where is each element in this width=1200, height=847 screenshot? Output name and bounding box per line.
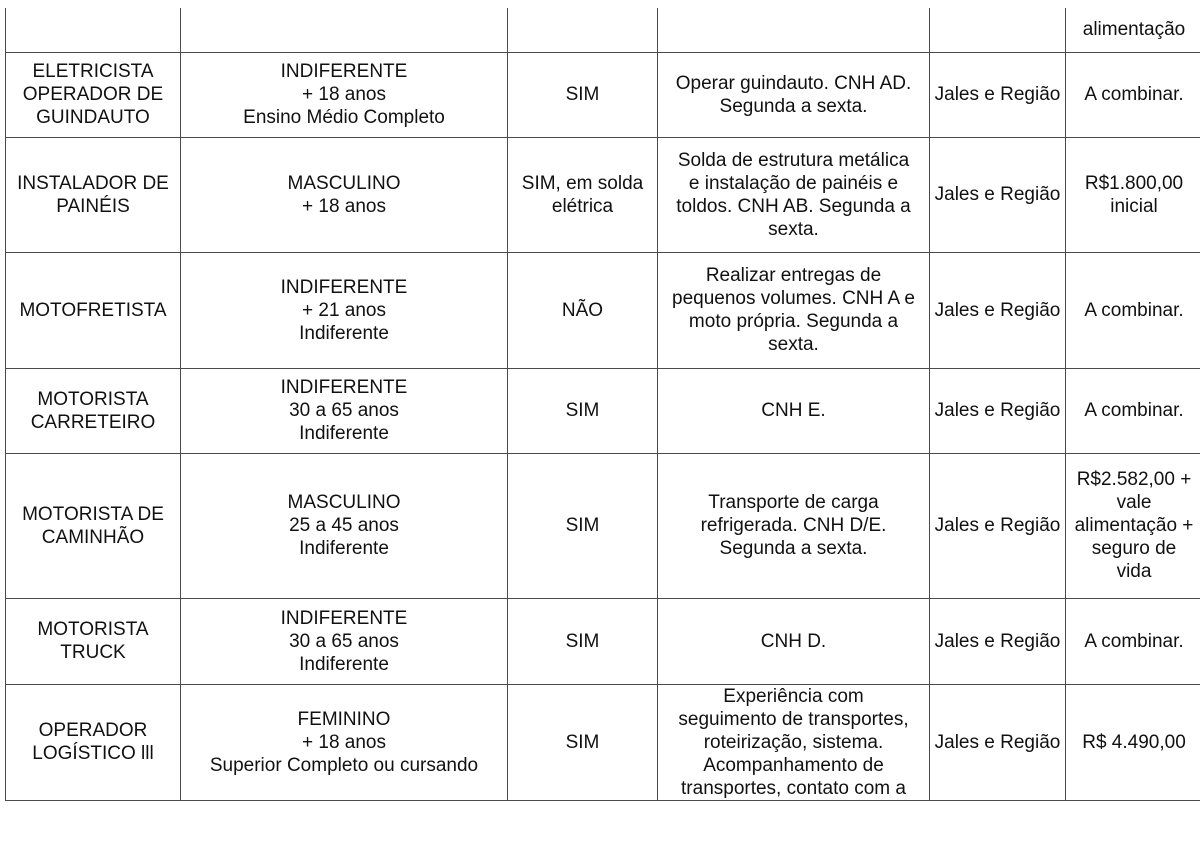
cell-text-line: R$ 4.490,00 (1082, 731, 1186, 753)
cell-text-line: roteirização, sistema. (703, 731, 884, 753)
salary-cell (1066, 368, 1200, 453)
experience-cell (508, 368, 658, 453)
cell-text-line: INDIFERENTE (280, 276, 408, 298)
cell-text-line: CNH E. (761, 400, 826, 421)
cell-text-line: sexta. (768, 334, 819, 355)
profile-cell (181, 137, 508, 252)
cell-text-line: Acompanhamento de (703, 754, 884, 776)
cell-text-line: Jales e Região (934, 731, 1061, 753)
cell-text-line: MOTORISTA DE (22, 503, 164, 525)
salary-cell (1066, 453, 1200, 598)
location-cell (930, 684, 1066, 800)
cell-text-line: A combinar. (1084, 84, 1184, 105)
description-cell (658, 368, 930, 453)
job-title-cell (6, 252, 181, 368)
cell-text-line: vale (1116, 492, 1152, 513)
cell-text-line: pequenos volumes. CNH A e (672, 288, 915, 309)
cell-text-line: Jales e Região (934, 400, 1061, 421)
cell-text-line: A combinar. (1084, 400, 1184, 421)
cell-text-line: Segunda a sexta. (719, 538, 868, 559)
profile-cell (181, 8, 508, 52)
cell-text-line: + 18 anos (302, 731, 386, 753)
salary-cell (1066, 137, 1200, 252)
cell-text-line: TRUCK (60, 642, 126, 663)
description-cell (658, 137, 930, 252)
cell-text-line: GUINDAUTO (36, 107, 150, 128)
cell-text-line: FEMININO (297, 708, 391, 730)
cell-text-line: Jales e Região (934, 84, 1061, 105)
cell-text-line: 25 a 45 anos (289, 515, 399, 536)
experience-cell (508, 137, 658, 252)
cell-text-line: R$1.800,00 (1084, 172, 1184, 194)
cell-text-line: SIM (565, 630, 600, 652)
description-cell (658, 684, 930, 800)
job-title-cell (6, 368, 181, 453)
salary-cell (1066, 52, 1200, 137)
cell-text-line: Segunda a sexta. (719, 95, 868, 117)
experience-cell (508, 453, 658, 598)
cell-text-line: Operar guindauto. CNH AD. (675, 72, 912, 94)
cell-text-line: OPERADOR DE (22, 84, 164, 105)
table-body (6, 8, 1200, 800)
experience-cell (508, 684, 658, 800)
cell-text-line: SIM (565, 515, 600, 536)
cell-text-line: CNH D. (760, 630, 827, 652)
cell-text-line: Indiferente (299, 653, 389, 675)
cell-text-line: Realizar entregas de (705, 265, 882, 286)
description-cell (658, 252, 930, 368)
cell-text-line: INDIFERENTE (280, 61, 408, 82)
cell-text-line: MOTOFRETISTA (19, 299, 167, 321)
table-row (6, 137, 1200, 252)
experience-cell (508, 252, 658, 368)
cell-text-line: Ensino Médio Completo (243, 107, 445, 128)
cell-text-line: SIM (565, 400, 600, 421)
cell-text-line: Solda de estrutura metálica (677, 149, 910, 171)
cell-text-line: MASCULINO (287, 492, 401, 513)
description-cell (658, 453, 930, 598)
cell-text-line: Transporte de carga (708, 492, 879, 513)
profile-cell (181, 598, 508, 684)
job-title-cell (6, 52, 181, 137)
profile-cell (181, 52, 508, 137)
experience-cell (508, 598, 658, 684)
cell-text-line: inicial (1110, 195, 1158, 217)
cell-text-line: elétrica (551, 195, 614, 217)
experience-cell (508, 8, 658, 52)
cell-text-line: 30 a 65 anos (289, 630, 399, 652)
cell-text-line: SIM, em solda (521, 172, 644, 194)
cell-text-line: MOTORISTA (37, 619, 149, 640)
cell-text-line: sexta. (768, 218, 819, 240)
job-title-cell (6, 684, 181, 800)
profile-cell (181, 252, 508, 368)
cell-text-line: A combinar. (1084, 299, 1184, 321)
location-cell (930, 8, 1066, 52)
location-cell (930, 52, 1066, 137)
cell-text-line: + 21 anos (302, 299, 386, 321)
table-row (6, 52, 1200, 137)
table-row (6, 453, 1200, 598)
experience-cell (508, 52, 658, 137)
cell-text-line: toldos. CNH AB. Segunda a (676, 195, 911, 217)
description-cell (658, 598, 930, 684)
job-openings-table (5, 8, 1200, 801)
cell-text-line: INDIFERENTE (280, 377, 408, 398)
table-row (6, 8, 1200, 52)
job-title-cell (6, 598, 181, 684)
cell-text-line: + 18 anos (302, 195, 386, 217)
cell-text-line: R$2.582,00 + (1076, 469, 1192, 490)
cell-text-line: Superior Completo ou cursando (209, 754, 479, 776)
cell-text-line: Experiência com (723, 685, 864, 707)
cell-text-line: + 18 anos (302, 84, 386, 105)
cell-text-line: refrigerada. CNH D/E. (700, 515, 887, 536)
cell-text-line: SIM (565, 84, 600, 105)
cell-text-line: alimentação (1082, 19, 1186, 41)
cell-text-line: moto própria. Segunda a (688, 311, 899, 332)
cell-text-line: seguimento de transportes, (678, 708, 909, 730)
cell-text-line: MASCULINO (287, 172, 401, 194)
location-cell (930, 453, 1066, 598)
job-title-cell (6, 8, 181, 52)
location-cell (930, 252, 1066, 368)
table-row (6, 684, 1200, 800)
table-row (6, 598, 1200, 684)
cell-text-line: MOTORISTA (37, 388, 149, 410)
cell-text-line: PAINÉIS (56, 195, 130, 217)
cell-text-line: CARRETEIRO (30, 411, 156, 433)
table-row (6, 252, 1200, 368)
cell-text-line: Jales e Região (934, 515, 1061, 536)
cell-text-line: ELETRICISTA (32, 61, 154, 82)
cell-text-line: LOGÍSTICO lll (32, 743, 154, 764)
profile-cell (181, 453, 508, 598)
salary-cell (1066, 252, 1200, 368)
location-cell (930, 137, 1066, 252)
description-cell (658, 52, 930, 137)
cell-text-line: Indiferente (299, 423, 389, 444)
cell-text-line: seguro de (1091, 538, 1177, 559)
location-cell (930, 598, 1066, 684)
cell-text-line: Jales e Região (934, 630, 1061, 652)
profile-cell (181, 368, 508, 453)
cell-text-line: e instalação de painéis e (688, 172, 899, 194)
description-cell (658, 8, 930, 52)
salary-cell (1066, 684, 1200, 800)
cell-text-line: OPERADOR (38, 720, 148, 741)
table-row (6, 368, 1200, 453)
cell-text-line: INDIFERENTE (280, 607, 408, 629)
cell-text-line: transportes, contato com a (681, 777, 906, 799)
cell-text-line: SIM (565, 731, 600, 753)
cell-text-line: Indiferente (299, 322, 389, 344)
cell-text-line: Indiferente (299, 538, 389, 559)
cell-text-line: Jales e Região (934, 184, 1061, 205)
cell-text-line: Jales e Região (934, 299, 1061, 321)
job-title-cell (6, 453, 181, 598)
job-title-cell (6, 137, 181, 252)
salary-cell (1066, 8, 1200, 52)
salary-cell (1066, 598, 1200, 684)
location-cell (930, 368, 1066, 453)
cell-text-line: NÃO (561, 299, 604, 321)
cell-text-line: INSTALADOR DE (17, 172, 169, 194)
cell-text-line: alimentação + (1074, 515, 1194, 536)
profile-cell (181, 684, 508, 800)
cell-text-line: vida (1116, 561, 1152, 582)
cell-text-line: A combinar. (1084, 630, 1184, 652)
cell-text-line: CAMINHÃO (41, 526, 145, 548)
cell-text-line: 30 a 65 anos (289, 400, 399, 421)
